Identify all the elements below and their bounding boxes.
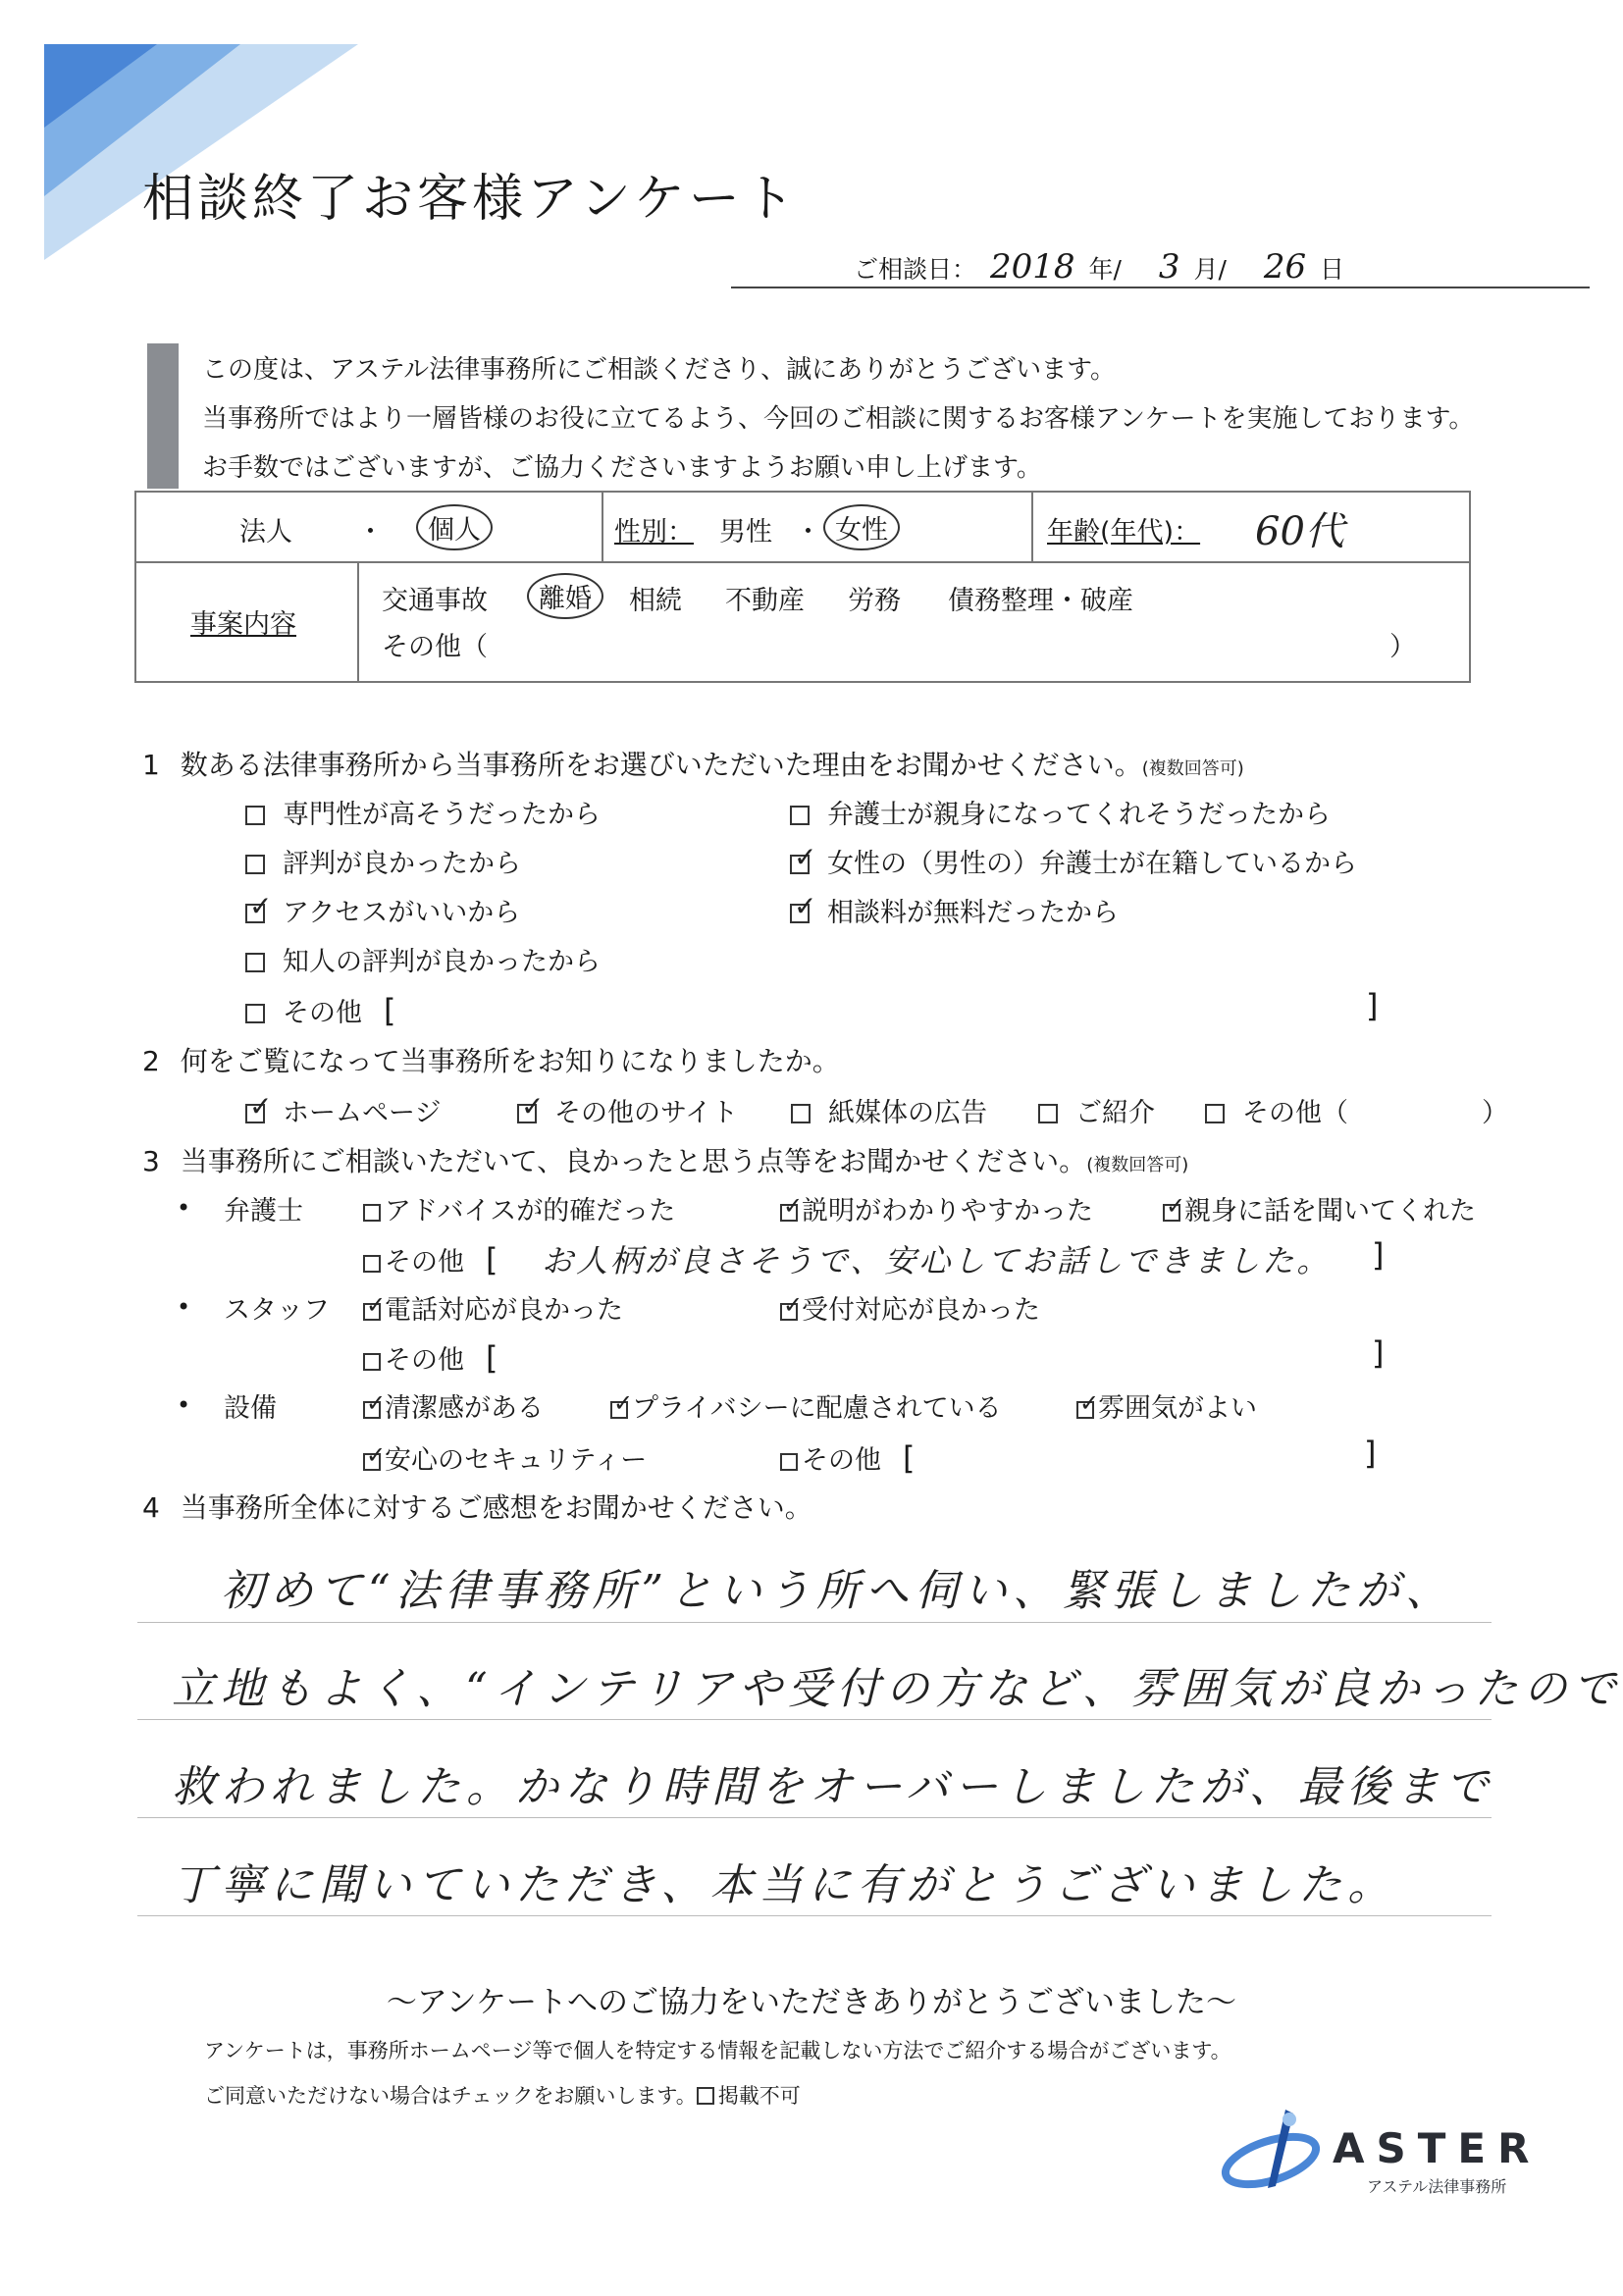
question-2 <box>142 1040 840 1079</box>
staff-label: スタッフ <box>224 1295 330 1326</box>
bracket-close: ] <box>1366 987 1379 1024</box>
logo-name: ASTER <box>1333 2124 1542 2172</box>
checkbox-checked[interactable] <box>363 1401 381 1419</box>
q1-note: (複数回答可) <box>1141 758 1244 779</box>
case-other: その他（ <box>382 632 488 662</box>
option-label: 専門性が高そうだったから <box>283 800 601 830</box>
case-labor: 労務 <box>848 586 901 616</box>
question-1 <box>142 744 1244 783</box>
corp-option: 法人 <box>239 517 292 548</box>
case-divorce-selected: 離婚 <box>527 573 603 619</box>
checkbox[interactable] <box>1038 1104 1058 1123</box>
facility-option[interactable] <box>363 1386 544 1425</box>
question-4 <box>142 1487 812 1526</box>
date-underline <box>731 287 1590 288</box>
option-label: 女性の（男性の）弁護士が在籍しているから <box>827 849 1357 879</box>
case-traffic: 交通事故 <box>382 586 488 616</box>
privacy-note: アンケートは，事務所ホームページ等で個人を特定する情報を記載しない方法でご紹介する場合がございます。 <box>204 2039 1231 2062</box>
checkbox[interactable] <box>245 806 265 825</box>
checkbox[interactable] <box>791 1104 811 1123</box>
checkbox-checked[interactable] <box>610 1401 628 1419</box>
checkbox[interactable] <box>363 1353 381 1371</box>
intro-line: この度は、アステル法律事務所にご相談くださり、誠にありがとうございます。 <box>202 355 1117 385</box>
checkbox[interactable] <box>245 953 265 972</box>
option-label: プライバシーに配慮されている <box>632 1393 1002 1424</box>
checkbox-checked[interactable] <box>245 1104 265 1123</box>
bracket-close: ] <box>1364 1435 1377 1472</box>
option-label: 電話対応が良かった <box>385 1295 623 1326</box>
checkbox[interactable] <box>1205 1104 1225 1123</box>
q2-text: 何をご覧になって当事務所をお知りになりましたか。 <box>180 1045 840 1077</box>
lawyer-option[interactable] <box>363 1189 675 1227</box>
bullet: • <box>177 1194 191 1222</box>
case-debt: 債務整理・破産 <box>948 586 1133 616</box>
q3-note: (複数回答可) <box>1086 1155 1189 1175</box>
checkbox[interactable] <box>780 1453 798 1471</box>
separator-dot: ・ <box>357 517 384 548</box>
separator-dot: ・ <box>795 517 821 548</box>
option-label: その他 <box>385 1345 464 1376</box>
date-month: 3 <box>1158 247 1180 287</box>
intro-accent-bar <box>147 343 179 489</box>
date-day-unit: 日 <box>1320 255 1345 284</box>
date-month-unit: 月/ <box>1193 255 1227 284</box>
option-label: 紙媒体の広告 <box>828 1098 987 1128</box>
q1-text: 数ある法律事務所から当事務所をお選びいただいた理由をお聞かせください。 <box>180 749 1142 781</box>
consent-note <box>204 2080 801 2110</box>
q1-option[interactable] <box>790 842 1357 880</box>
option-label: 受付対応が良かった <box>802 1295 1040 1326</box>
staff-option[interactable] <box>363 1288 623 1327</box>
thanks-message: ～アンケートへのご協力をいただきありがとうございました～ <box>386 1985 1237 2020</box>
option-label: 評判が良かったから <box>283 849 521 879</box>
option-label: その他（ <box>1242 1098 1348 1128</box>
case-real-estate: 不動産 <box>725 586 805 616</box>
facility-label: 設備 <box>224 1393 277 1424</box>
q1-option[interactable] <box>245 940 601 978</box>
option-label: その他のサイト <box>554 1098 739 1128</box>
question-3 <box>142 1140 1188 1179</box>
facility-option[interactable] <box>610 1386 1002 1425</box>
checkbox-checked[interactable] <box>780 1204 798 1222</box>
q3-number: 3 <box>142 1145 160 1177</box>
bracket-open: [ <box>486 1339 498 1377</box>
comment-rule <box>137 1719 1492 1720</box>
q1-option[interactable] <box>245 842 521 880</box>
comment-line: 丁寧に聞いていただき、本当に有がとうございました。 <box>172 1860 1397 1910</box>
lawyer-label: 弁護士 <box>224 1196 303 1226</box>
q1-option[interactable] <box>790 793 1331 831</box>
checkbox[interactable] <box>245 855 265 874</box>
table-divider <box>602 493 603 561</box>
q1-option[interactable] <box>790 891 1119 929</box>
option-label: ホームページ <box>283 1098 442 1128</box>
q4-number: 4 <box>142 1491 160 1524</box>
no-publish-checkbox[interactable] <box>697 2087 714 2105</box>
bracket-open: [ <box>486 1241 498 1278</box>
date-day: 26 <box>1263 247 1307 287</box>
q1-number: 1 <box>142 749 160 781</box>
checkbox-checked[interactable] <box>363 1453 381 1471</box>
age-value: 60代 <box>1255 509 1344 554</box>
q1-option[interactable] <box>245 891 520 929</box>
option-label: 相談料が無料だったから <box>827 898 1119 928</box>
checkbox[interactable] <box>790 806 810 825</box>
checkbox-checked[interactable] <box>245 904 265 923</box>
comment-line: 立地もよく、“インテリアや受付の方など、雰囲気が良かったので <box>172 1664 1622 1714</box>
date-year-unit: 年/ <box>1088 255 1122 284</box>
comment-line: 救われました。かなり時間をオーバーしましたが、最後まで <box>172 1762 1494 1812</box>
q2-option[interactable] <box>517 1091 738 1129</box>
intro-line: 当事務所ではより一層皆様のお役に立てるよう、今回のご相談に関するお客様アンケートを実施しております。 <box>202 404 1475 434</box>
date-year: 2018 <box>989 247 1075 287</box>
checkbox[interactable] <box>245 1004 265 1023</box>
checkbox-checked[interactable] <box>517 1104 537 1123</box>
option-label: 清潔感がある <box>385 1393 544 1424</box>
table-divider <box>357 561 359 681</box>
option-label: アクセスがいいから <box>283 898 521 928</box>
q3-text: 当事務所にご相談いただいて、良かったと思う点等をお聞かせください。 <box>180 1145 1087 1177</box>
table-divider <box>136 561 1469 563</box>
q1-option[interactable] <box>245 991 395 1029</box>
option-label: 説明がわかりやすかった <box>802 1196 1093 1226</box>
personal-option-selected: 個人 <box>416 504 493 550</box>
aster-logo-icon <box>1217 2100 1325 2198</box>
intro-line: お手数ではございますが、ご協力くださいますようお願い申し上げます。 <box>202 453 1042 483</box>
date-label: ご相談日： <box>854 255 977 284</box>
checkbox[interactable] <box>363 1255 381 1273</box>
q2-number: 2 <box>142 1045 160 1077</box>
table-divider <box>1031 493 1033 561</box>
option-label: 弁護士が親身になってくれそうだったから <box>827 800 1331 830</box>
case-other-close: ） <box>1389 632 1416 662</box>
facility-option[interactable] <box>363 1438 647 1477</box>
option-label: ご紹介 <box>1075 1098 1155 1128</box>
option-label: 知人の評判が良かったから <box>283 947 601 977</box>
checkbox-checked[interactable] <box>790 855 810 874</box>
q2-option[interactable] <box>1205 1091 1348 1129</box>
staff-option[interactable] <box>780 1288 1040 1327</box>
checkbox-checked[interactable] <box>1163 1204 1180 1222</box>
bracket-open: [ <box>384 992 396 1029</box>
checkbox-checked[interactable] <box>363 1303 381 1321</box>
option-label: 安心のセキュリティー <box>385 1445 648 1476</box>
bullet: • <box>177 1391 191 1419</box>
intro-text <box>202 345 1474 493</box>
checkbox-checked[interactable] <box>1076 1401 1094 1419</box>
facility-option[interactable] <box>1076 1386 1257 1425</box>
staff-other[interactable] <box>363 1338 497 1377</box>
bracket-close: ] <box>1372 1236 1385 1274</box>
lawyer-option[interactable] <box>1163 1189 1476 1227</box>
q2-option[interactable] <box>245 1091 441 1129</box>
no-publish-label: 掲載不可 <box>717 2084 801 2108</box>
facility-other[interactable] <box>780 1438 915 1477</box>
q2-option[interactable] <box>1038 1091 1155 1129</box>
comment-rule <box>137 1915 1492 1916</box>
checkbox[interactable] <box>363 1204 381 1222</box>
q4-text: 当事務所全体に対するご感想をお聞かせください。 <box>180 1491 812 1524</box>
page-title: 相談終了お客様アンケート <box>142 170 799 229</box>
gender-label: 性別： <box>614 517 694 548</box>
comment-rule <box>137 1817 1492 1818</box>
logo-subtitle: アステル法律事務所 <box>1367 2177 1507 2196</box>
lawyer-other[interactable] <box>363 1240 497 1278</box>
q1-option[interactable] <box>245 793 601 831</box>
case-label: 事案内容 <box>190 609 296 640</box>
case-inheritance: 相続 <box>629 586 682 616</box>
bullet: • <box>177 1293 191 1321</box>
option-label: その他 <box>283 998 362 1028</box>
option-label: 雰囲気がよい <box>1098 1393 1257 1424</box>
q2-option[interactable] <box>791 1091 987 1129</box>
male-option: 男性 <box>719 517 772 548</box>
lawyer-option[interactable] <box>780 1189 1093 1227</box>
checkbox-checked[interactable] <box>780 1303 798 1321</box>
lawyer-other-text: お人柄が良さそうで、安心してお話しできました。 <box>542 1242 1332 1279</box>
option-label: その他 <box>385 1247 464 1278</box>
consent-text: ご同意いただけない場合はチェックをお願いします。 <box>204 2084 697 2108</box>
age-label: 年齢(年代)： <box>1047 517 1201 548</box>
consultation-date <box>854 247 1344 287</box>
comment-line: 初めて“法律事務所”という所へ伺い、緊張しましたが、 <box>221 1566 1454 1616</box>
option-label: 親身に話を聞いてくれた <box>1184 1196 1476 1226</box>
profile-table <box>134 491 1471 683</box>
bracket-close: ] <box>1372 1334 1385 1372</box>
option-label: アドバイスが的確だった <box>385 1196 676 1226</box>
q2-close: ） <box>1482 1098 1508 1128</box>
bracket-open: [ <box>903 1439 916 1477</box>
checkbox-checked[interactable] <box>790 904 810 923</box>
female-option-selected: 女性 <box>823 504 900 550</box>
comment-rule <box>137 1622 1492 1623</box>
option-label: その他 <box>802 1445 881 1476</box>
